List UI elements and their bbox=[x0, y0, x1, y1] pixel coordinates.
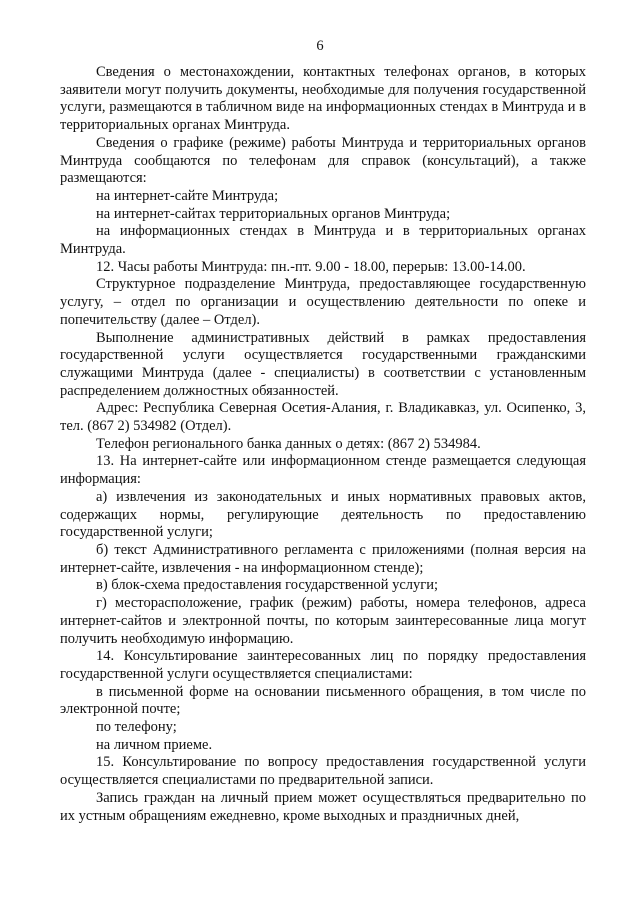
list-item-in-person: на личном приеме. bbox=[96, 736, 213, 753]
list-item-b: б) текст Административного регламента с приложениями (полная версия на интернет-сайте, извлечения - на информационном стенде); bbox=[60, 541, 586, 576]
paragraph-14-consulting: 14. Консультирование заинтересованных лиц по порядку предоставления государственной услуги осуществляется специалистами: bbox=[60, 648, 586, 682]
list-item-by-phone: по телефону; bbox=[96, 719, 177, 736]
paragraph-regional-bank-phone: Телефон регионального банка данных о детях: (867 2) 534984. bbox=[96, 435, 481, 452]
paragraph-personal-reception: Запись граждан на личный прием может осуществляться предварительно по их устным обращениям ежедневно, кроме выходных и праздничных дней, bbox=[60, 789, 586, 824]
paragraph-structural-unit: Структурное подразделение Минтруда, предоставляющее государственную услугу, – отдел по организации и осуществлению деятельности по опеке и попечительству (далее – Отдел). bbox=[60, 276, 586, 328]
list-item-a: а) извлечения из законодательных и иных нормативных правовых актов, содержащих нормы, регулирующие деятельность по предоставлению государственной услуги; bbox=[60, 488, 586, 541]
paragraph-address: Адрес: Республика Северная Осетия-Алания, г. Владикавказ, ул. Осипенко, 3, тел. (867 2) 534982 (Отдел). bbox=[60, 400, 586, 435]
list-item-d: г) месторасположение, график (режим) работы, номера телефонов, адреса интернет-сайтов и электронной почты, по которым заинтересованные лица могут получить необходимую информацию. bbox=[60, 595, 586, 647]
list-item-website: на интернет-сайте Минтруда; bbox=[96, 187, 279, 204]
document-body bbox=[60, 64, 586, 825]
paragraph-schedule-info: Сведения о графике (режиме) работы Минтруда и территориальных органов Минтруда сообщаются по телефонам для справок (консультаций), а также размещаются: bbox=[60, 134, 586, 187]
list-item-territorial-websites: на интернет-сайтах территориальных органов Минтруда; bbox=[96, 205, 451, 222]
paragraph-15-appointment: 15. Консультирование по вопросу предоставления государственной услуги осуществляется специалистами по предварительной записи. bbox=[60, 754, 586, 789]
list-item-written-form: в письменной форме на основании письменного обращения, в том числе по электронной почте; bbox=[60, 683, 586, 718]
list-item-c: в) блок-схема предоставления государственной услуги; bbox=[96, 577, 439, 594]
paragraph-administrative-actions: Выполнение административных действий в рамках предоставления государственной услуги осуществляется государственными гражданскими служащими Минтруда (далее - специалисты) в соответствии с установленным распределением должностных обязанностей. bbox=[60, 329, 586, 399]
page-number: 6 bbox=[316, 38, 324, 54]
list-item-info-stands: на информационных стендах в Минтруда и в территориальных органах Минтруда. bbox=[60, 223, 586, 258]
paragraph-13-website-info: 13. На интернет-сайте или информационном стенде размещается следующая информация: bbox=[60, 453, 586, 488]
paragraph-12-working-hours: 12. Часы работы Минтруда: пн.-пт. 9.00 - 18.00, перерыв: 13.00-14.00. bbox=[96, 258, 526, 275]
paragraph-locations-info: Сведения о местонахождении, контактных телефонах органов, в которых заявители могут получить документы, необходимые для получения государственной услуги, размещаются в табличном виде на информационных стендах в Минтруда и в территориальных органах Минтруда. bbox=[60, 64, 586, 134]
